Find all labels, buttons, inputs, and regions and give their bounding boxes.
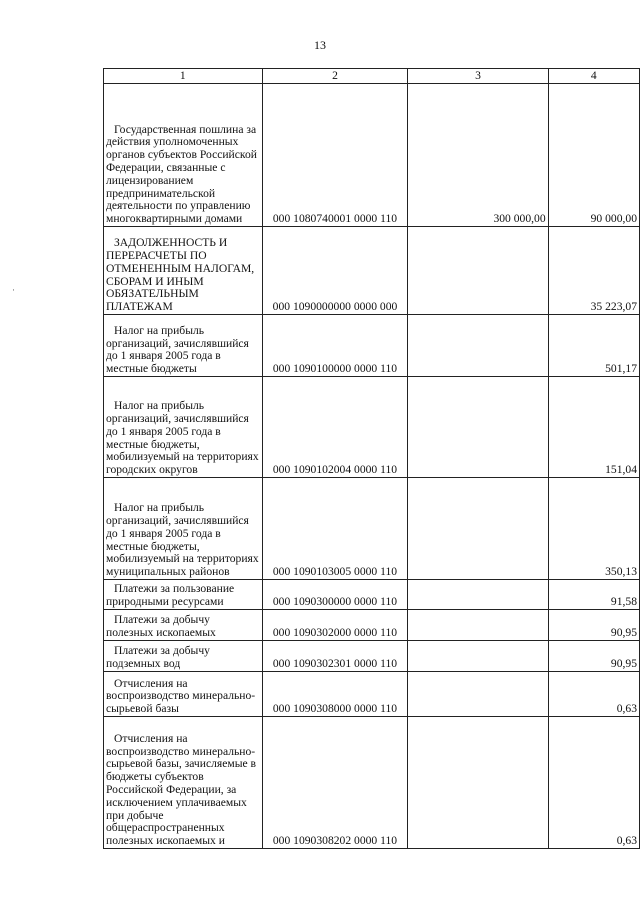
row-plan-value [408, 315, 548, 377]
row-fact-value: 35 223,07 [548, 227, 639, 315]
table-row [104, 227, 640, 315]
row-fact-value: 350,13 [548, 478, 639, 580]
row-name: Отчисления на воспроизводство минерально-сырьевой базы [106, 676, 256, 716]
row-code: 000 1090308202 0000 110 [262, 717, 408, 849]
row-name-cell [104, 84, 263, 227]
row-name-cell [104, 641, 263, 672]
row-plan-value: 300 000,00 [408, 84, 548, 227]
row-code: 000 1090100000 0000 110 [262, 315, 408, 377]
row-plan-value [408, 717, 548, 849]
row-name: Отчисления на воспроизводство минерально-сырьевой базы, зачисляемые в бюджеты субъектов Российской Федерации, за исключением уплачиваемых при добыче общераспространенных полезных ископаемых и [106, 731, 257, 848]
row-fact-value: 90,95 [548, 610, 639, 641]
table-row [104, 377, 640, 478]
row-plan-value [408, 641, 548, 672]
row-fact-value: 501,17 [548, 315, 639, 377]
header-row [104, 69, 640, 84]
header-col-4: 4 [548, 69, 639, 84]
row-plan-value [408, 672, 548, 717]
row-name-cell [104, 580, 263, 610]
row-fact-value: 0,63 [548, 717, 639, 849]
row-plan-value [408, 610, 548, 641]
row-code: 000 1090103005 0000 110 [262, 478, 408, 580]
table-row [104, 672, 640, 717]
row-name: Государственная пошлина за действия уполномоченных органов субъектов Российской Федерации, связанные с лицензированием предпринимательской деятельности по управлению многоквартирными домами [106, 122, 257, 226]
table-row [104, 84, 640, 227]
table-row [104, 641, 640, 672]
row-fact-value: 90 000,00 [548, 84, 639, 227]
row-name-cell [104, 315, 263, 377]
row-name: Платежи за добычу подземных вод [106, 644, 210, 671]
row-name: Налог на прибыль организаций, зачислявшийся до 1 января 2005 года в местные бюджеты, мобилизуемый на территориях городских округов [106, 399, 259, 477]
header-col-2: 2 [262, 69, 408, 84]
row-code: 000 1090302301 0000 110 [262, 641, 408, 672]
row-name-cell [104, 672, 263, 717]
row-plan-value [408, 580, 548, 610]
margin-mark: · [12, 285, 15, 295]
row-plan-value [408, 377, 548, 478]
row-name-cell [104, 610, 263, 641]
row-name-cell [104, 478, 263, 580]
budget-revenue-table [103, 68, 640, 849]
row-fact-value: 90,95 [548, 641, 639, 672]
header-col-1: 1 [104, 69, 263, 84]
row-name-cell [104, 377, 263, 478]
row-name: ЗАДОЛЖЕННОСТЬ И ПЕРЕРАСЧЕТЫ ПО ОТМЕНЕННЫМ НАЛОГАМ, СБОРАМ И ИНЫМ ОБЯЗАТЕЛЬНЫМ ПЛАТЕЖАМ [106, 236, 255, 314]
table-row [104, 315, 640, 377]
row-code: 000 1090102004 0000 110 [262, 377, 408, 478]
row-plan-value [408, 227, 548, 315]
row-fact-value: 91,58 [548, 580, 639, 610]
row-code: 000 1090302000 0000 110 [262, 610, 408, 641]
row-fact-value: 0,63 [548, 672, 639, 717]
row-code: 000 1090308000 0000 110 [262, 672, 408, 717]
table-row [104, 478, 640, 580]
table-row [104, 580, 640, 610]
row-plan-value [408, 478, 548, 580]
row-code: 000 1080740001 0000 110 [262, 84, 408, 227]
row-name: Платежи за пользование природными ресурсами [106, 582, 235, 609]
row-code: 000 1090300000 0000 110 [262, 580, 408, 610]
row-code: 000 1090000000 0000 000 [262, 227, 408, 315]
table-row [104, 717, 640, 849]
row-fact-value: 151,04 [548, 377, 639, 478]
header-col-3: 3 [408, 69, 548, 84]
table-row [104, 610, 640, 641]
row-name: Платежи за добычу полезных ископаемых [106, 613, 216, 640]
row-name: Налог на прибыль организаций, зачислявшийся до 1 января 2005 года в местные бюджеты, мобилизуемый на территориях муниципальных районов [106, 501, 259, 579]
row-name: Налог на прибыль организаций, зачислявшийся до 1 января 2005 года в местные бюджеты [106, 323, 249, 376]
page-number: 13 [314, 38, 326, 52]
row-name-cell [104, 717, 263, 849]
row-name-cell [104, 227, 263, 315]
